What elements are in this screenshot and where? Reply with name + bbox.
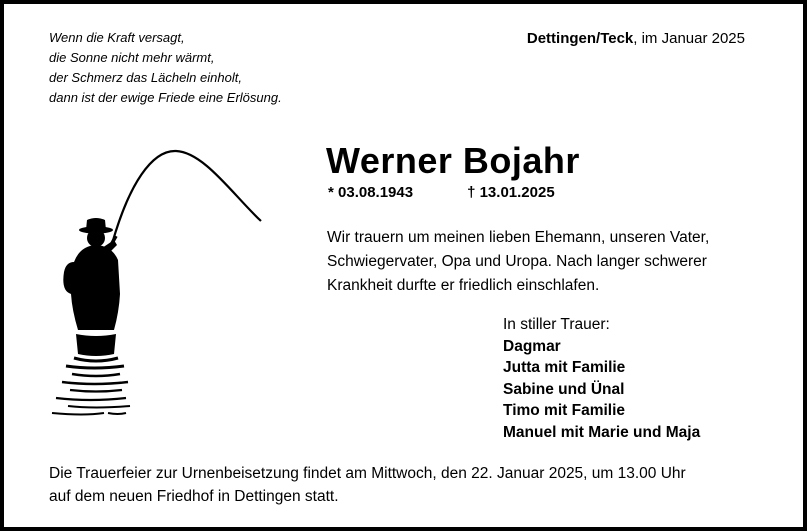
poem-line: dann ist der ewige Friede eine Erlösung. xyxy=(49,90,282,105)
mourner-name: Manuel mit Marie und Maja xyxy=(503,423,701,441)
poem-line: Wenn die Kraft versagt, xyxy=(49,30,185,45)
place-and-date xyxy=(527,30,745,47)
message-line: Schwiegervater, Opa und Uropa. Nach langer schwerer xyxy=(327,253,707,270)
notice-date: , im Januar 2025 xyxy=(633,30,745,47)
poem-line: die Sonne nicht mehr wärmt, xyxy=(49,50,215,65)
birth-date: * 03.08.1943 xyxy=(328,184,414,201)
mourner-name: Sabine und Ünal xyxy=(503,380,625,398)
funeral-line: Die Trauerfeier zur Urnenbeisetzung findet am Mittwoch, den 22. Januar 2025, um 13.00 Uhr xyxy=(49,465,686,482)
life-dates xyxy=(328,184,555,201)
poem xyxy=(49,28,282,108)
mourning-message xyxy=(327,226,767,298)
poem-line: der Schmerz das Lächeln einholt, xyxy=(49,70,242,85)
death-date: † 13.01.2025 xyxy=(467,184,555,201)
deceased-name: Werner Bojahr xyxy=(326,140,580,181)
place-name: Dettingen/Teck xyxy=(526,30,634,47)
funeral-line: auf dem neuen Friedhof in Dettingen statt. xyxy=(49,488,339,505)
mourner-name: Timo mit Familie xyxy=(503,402,626,419)
funeral-info xyxy=(49,462,686,508)
mourners-list xyxy=(503,314,700,443)
mourner-name: Dagmar xyxy=(503,337,561,355)
message-line: Wir trauern um meinen lieben Ehemann, unseren Vater, xyxy=(327,229,710,246)
fisherman-silhouette-icon xyxy=(44,144,274,434)
message-line: Krankheit durfte er friedlich einschlafen. xyxy=(327,277,600,294)
mourner-name: Jutta mit Familie xyxy=(503,359,626,376)
mourners-heading: In stiller Trauer: xyxy=(503,316,610,333)
